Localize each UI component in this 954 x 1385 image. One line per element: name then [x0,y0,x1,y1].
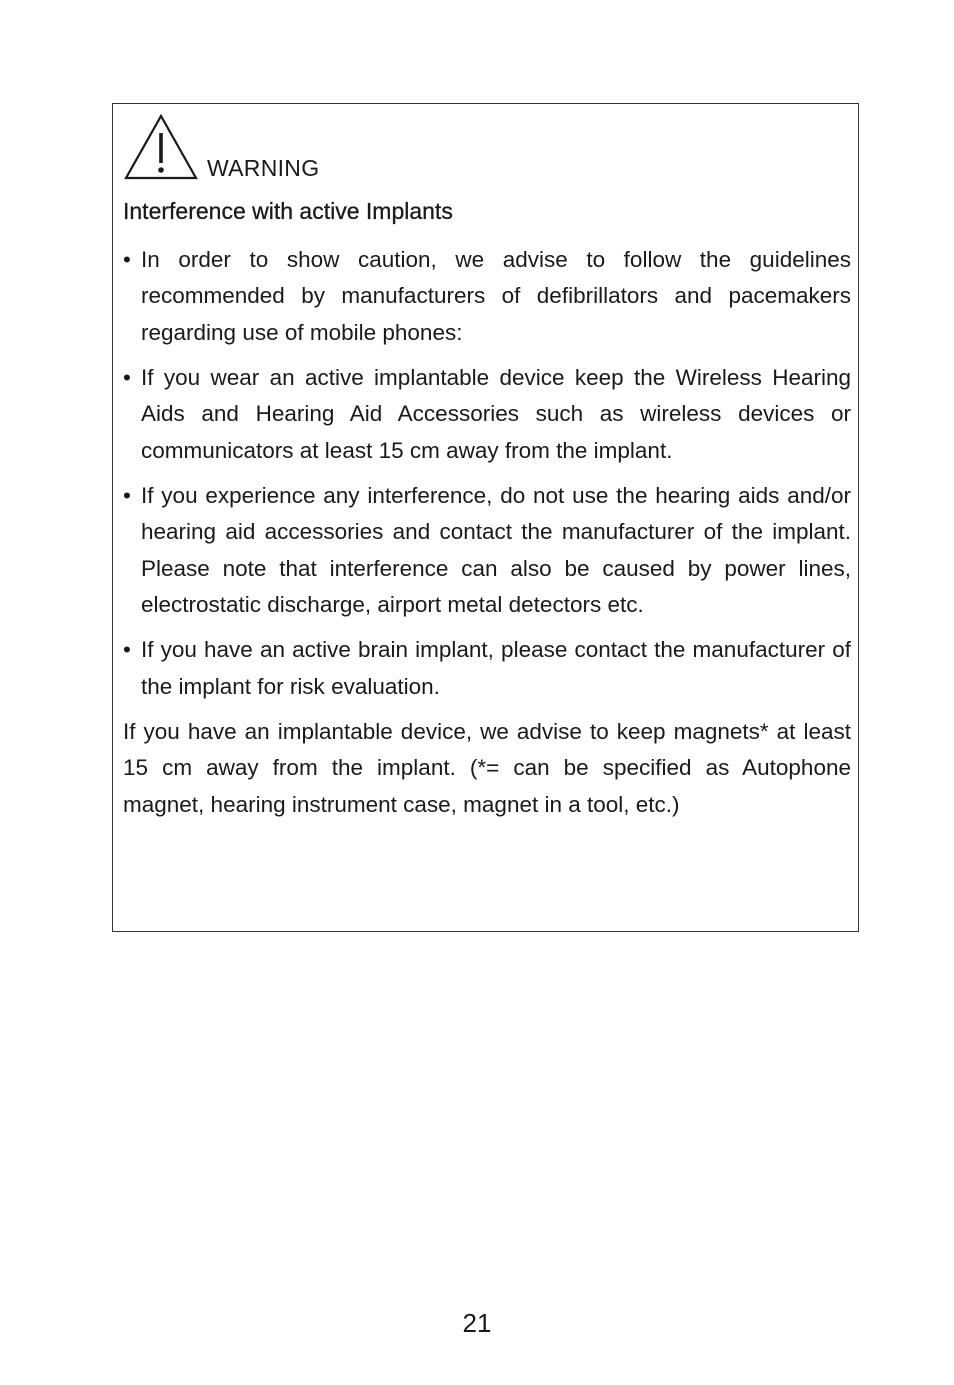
bullet-marker: • [123,365,131,391]
bullet-text: If you experience any interference, do not use the hearing aids and/or hearing aid accessories and contact the manufacturer of the implant. Please note that interference can also be caused by power lines, electrostatic discharge, airport metal detectors etc. [141,483,851,618]
bullet-text: If you wear an active implantable device keep the Wireless Hearing Aids and Hearing Aid Accessories such as wireless devices or communicators at least 15 cm away from the implant. [141,365,851,463]
bullet-marker: • [123,637,131,663]
list-item [123,242,851,351]
warning-header [123,113,319,181]
warning-content [123,242,851,823]
warning-label: WARNING [207,155,320,181]
closing-paragraph: If you have an implantable device, we advise to keep magnets* at least 15 cm away from the implant. (*= can be specified as Autophone magnet, hearing instrument case, magnet in a tool, etc.) [123,719,851,817]
bullet-marker: • [123,483,131,509]
list-item [123,632,851,705]
warning-box [112,103,859,932]
page-number: 21 [462,1308,492,1338]
list-item [123,478,851,624]
section-title: Interference with active Implants [123,198,453,224]
bullet-text: In order to show caution, we advise to follow the guidelines recommended by manufacturers of defibrillators and pacemakers regarding use of mobile phones: [141,247,851,345]
warning-triangle-icon [123,113,199,181]
bullet-marker: • [123,247,131,272]
list-item [123,360,851,469]
bullet-list [123,242,851,705]
bullet-text: If you have an active brain implant, please contact the manufacturer of the implant for risk evaluation. [141,637,851,699]
